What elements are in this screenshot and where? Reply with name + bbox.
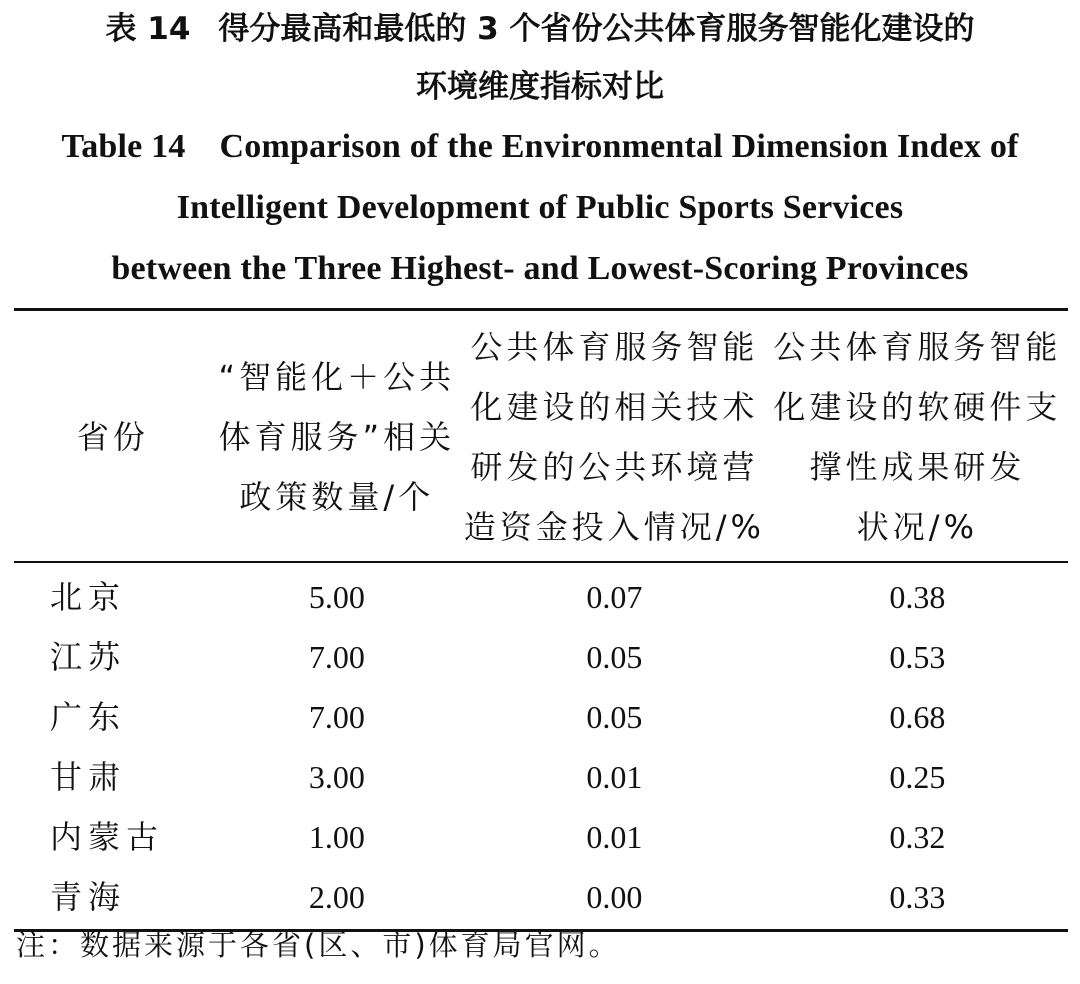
- cell-province: 甘肃: [50, 758, 127, 796]
- cell-policy-count: 3.00: [308, 759, 365, 795]
- table-body: [14, 562, 1068, 931]
- header-line: 研发的公共环境营: [470, 448, 759, 486]
- header-line: 化建设的相关技术: [470, 388, 759, 426]
- caption-cn-number: 表 14: [105, 11, 191, 47]
- header-line: 化建设的软硬件支: [773, 388, 1062, 426]
- header-province-line: 省份: [76, 418, 149, 456]
- cell-rd-funding: 0.05: [586, 639, 643, 675]
- cell-hw-sw-outcomes: 0.25: [889, 759, 946, 795]
- cell-rd-funding: 0.01: [586, 759, 643, 795]
- cell-policy-count: 7.00: [308, 639, 365, 675]
- cell-province: 青海: [14, 867, 212, 931]
- header-line: “智能化＋公共: [218, 358, 456, 396]
- cell-rd-funding: 0.07: [586, 579, 643, 615]
- header-province: [14, 310, 212, 563]
- table-row: [14, 747, 1068, 807]
- caption-cn-line-2: 环境维度指标对比: [416, 69, 664, 105]
- table-row: [14, 562, 1068, 627]
- cell-province: 江苏: [50, 638, 127, 676]
- header-line: 状况/%: [856, 508, 978, 546]
- cell-rd-funding: 0.00: [462, 867, 767, 931]
- caption-en-number: Table 14: [61, 128, 186, 165]
- table-row: [14, 807, 1068, 867]
- header-line: 公共体育服务智能: [470, 328, 759, 366]
- caption-cn-line-1: [0, 0, 1080, 58]
- table-row: [14, 627, 1068, 687]
- caption-en-line-2: Intelligent Development of Public Sports Services: [176, 189, 904, 226]
- cell-hw-sw-outcomes: 0.33: [767, 867, 1068, 931]
- cell-policy-count: 7.00: [308, 699, 365, 735]
- cell-policy-count: 2.00: [212, 867, 462, 931]
- header-line: 政策数量/个: [239, 478, 435, 516]
- caption-en-line-1: [0, 116, 1080, 177]
- cell-rd-funding: 0.05: [586, 699, 643, 735]
- environment-index-table: [14, 308, 1068, 932]
- header-line: 体育服务”相关: [218, 418, 456, 456]
- caption-en-text-1: Comparison of the Environmental Dimension Index of: [219, 128, 1019, 165]
- data-table-container: [14, 308, 1068, 932]
- table-row: [14, 687, 1068, 747]
- header-line: 公共体育服务智能: [773, 328, 1062, 366]
- cell-policy-count: 5.00: [308, 579, 365, 615]
- table-note: 注：数据来源于各省(区、市)体育局官网。: [16, 928, 621, 962]
- header-hw-sw-outcomes: [767, 310, 1068, 563]
- table-header: [14, 310, 1068, 563]
- cell-hw-sw-outcomes: 0.53: [889, 639, 946, 675]
- header-rd-funding: [462, 310, 767, 563]
- cell-province: 内蒙古: [50, 818, 165, 856]
- table-caption: [0, 0, 1080, 299]
- cell-hw-sw-outcomes: 0.32: [889, 819, 946, 855]
- header-row: [14, 310, 1068, 563]
- cell-hw-sw-outcomes: 0.68: [889, 699, 946, 735]
- header-line: 造资金投入情况/%: [463, 508, 765, 546]
- cell-policy-count: 1.00: [308, 819, 365, 855]
- caption-en-line-3: between the Three Highest- and Lowest-Scoring Provinces: [111, 250, 969, 287]
- caption-cn-text-1: 得分最高和最低的 3 个省份公共体育服务智能化建设的: [218, 11, 975, 47]
- cell-province: 广东: [50, 698, 127, 736]
- header-policy-count: [212, 310, 462, 563]
- cell-hw-sw-outcomes: 0.38: [889, 579, 946, 615]
- cell-rd-funding: 0.01: [586, 819, 643, 855]
- cell-province: 北京: [50, 578, 127, 616]
- header-line: 撑性成果研发: [809, 448, 1026, 486]
